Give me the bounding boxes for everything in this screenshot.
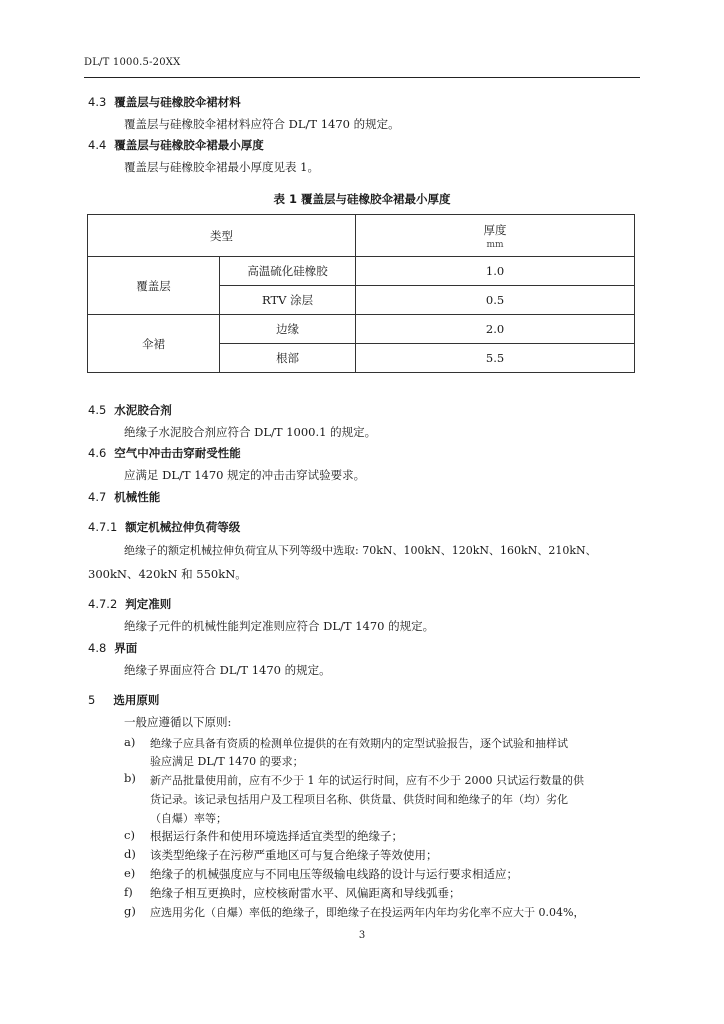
paragraph-4-4: 覆盖层与硅橡胶伞裙最小厚度见表 1。 [124,160,319,174]
list-item: d) 该类型绝缘子在污秽严重地区可与复合绝缘子等效使用； [124,847,438,862]
list-item: e) 绝缘子的机械强度应与不同电压等级输电线路的设计与运行要求相适应； [124,866,518,881]
table-header-thickness: 厚度 mm [356,215,635,257]
paragraph-5-intro: 一般应遵循以下原则: [124,715,232,729]
table-value-cell: 5.5 [356,344,635,373]
heading-5: 5 选用原则 [88,693,160,707]
list-item: f) 绝缘子相互更换时，应校核耐雷水平、风偏距离和导线弧垂； [124,885,461,900]
heading-4-3: 4.3 覆盖层与硅橡胶伞裙材料 [88,95,241,109]
table-header-unit: mm [486,239,504,250]
table-item-cell: RTV 涂层 [220,286,356,315]
table-caption: 表 1 覆盖层与硅橡胶伞裙最小厚度 [273,192,451,206]
table-group-cell: 伞裙 [88,315,220,373]
list-item: c) 根据运行条件和使用环境选择适宜类型的绝缘子； [124,828,403,843]
table-row [88,257,635,286]
table-value-cell: 2.0 [356,315,635,344]
heading-4-6: 4.6 空气中冲击击穿耐受性能 [88,446,241,460]
table-group-cell: 覆盖层 [88,257,220,315]
table-item-cell: 根部 [220,344,356,373]
thickness-table [87,214,635,373]
heading-4-8: 4.8 界面 [88,641,138,655]
heading-4-5: 4.5 水泥胶合剂 [88,403,172,417]
paragraph-4-7-1-line2: 300kN、420kN 和 550kN。 [88,567,247,581]
header-rule [84,77,640,78]
table-item-cell: 边缘 [220,315,356,344]
list-item: a) 绝缘子应具备有资质的检测单位提供的在有效期内的定型试验报告，逐个试验和抽样试 验应满足 DL/T 1470 的要求； [124,735,568,768]
list-item: g) 应选用劣化（自爆）率低的绝缘子，即绝缘子在投运两年内年均劣化率不应大于 0.04%， [124,904,585,919]
heading-4-7-2: 4.7.2 判定准则 [88,597,172,611]
paragraph-4-3: 覆盖层与硅橡胶伞裙材料应符合 DL/T 1470 的规定。 [124,117,400,131]
paragraph-4-6: 应满足 DL/T 1470 规定的冲击击穿试验要求。 [124,468,366,482]
table-item-cell: 高温硫化硅橡胶 [220,257,356,286]
document-id: DL/T 1000.5-20XX [84,57,181,68]
table-header-type: 类型 [88,215,356,257]
table-row [88,315,635,344]
paragraph-4-7-2: 绝缘子元件的机械性能判定准则应符合 DL/T 1470 的规定。 [124,619,435,633]
list-item: b) 新产品批量使用前，应有不少于 1 年的试运行时间，应有不少于 2000 只试运行数量的供 货记录。该记录包括用户及工程项目名称、供货量、供货时间和绝缘子的年（均）劣化 （自爆）率等； [124,771,584,825]
heading-4-4: 4.4 覆盖层与硅橡胶伞裙最小厚度 [88,138,264,152]
table-value-cell: 0.5 [356,286,635,315]
paragraph-4-8: 绝缘子界面应符合 DL/T 1470 的规定。 [124,663,331,677]
heading-4-7: 4.7 机械性能 [88,490,161,504]
table-value-cell: 1.0 [356,257,635,286]
heading-4-7-1: 4.7.1 额定机械拉伸负荷等级 [88,520,241,534]
page-number: 3 [358,930,366,941]
paragraph-4-7-1-line1: 绝缘子的额定机械拉伸负荷宜从下列等级中选取: 70kN、100kN、120kN、160kN、210kN、 [124,544,597,557]
paragraph-4-5: 绝缘子水泥胶合剂应符合 DL/T 1000.1 的规定。 [124,425,377,439]
